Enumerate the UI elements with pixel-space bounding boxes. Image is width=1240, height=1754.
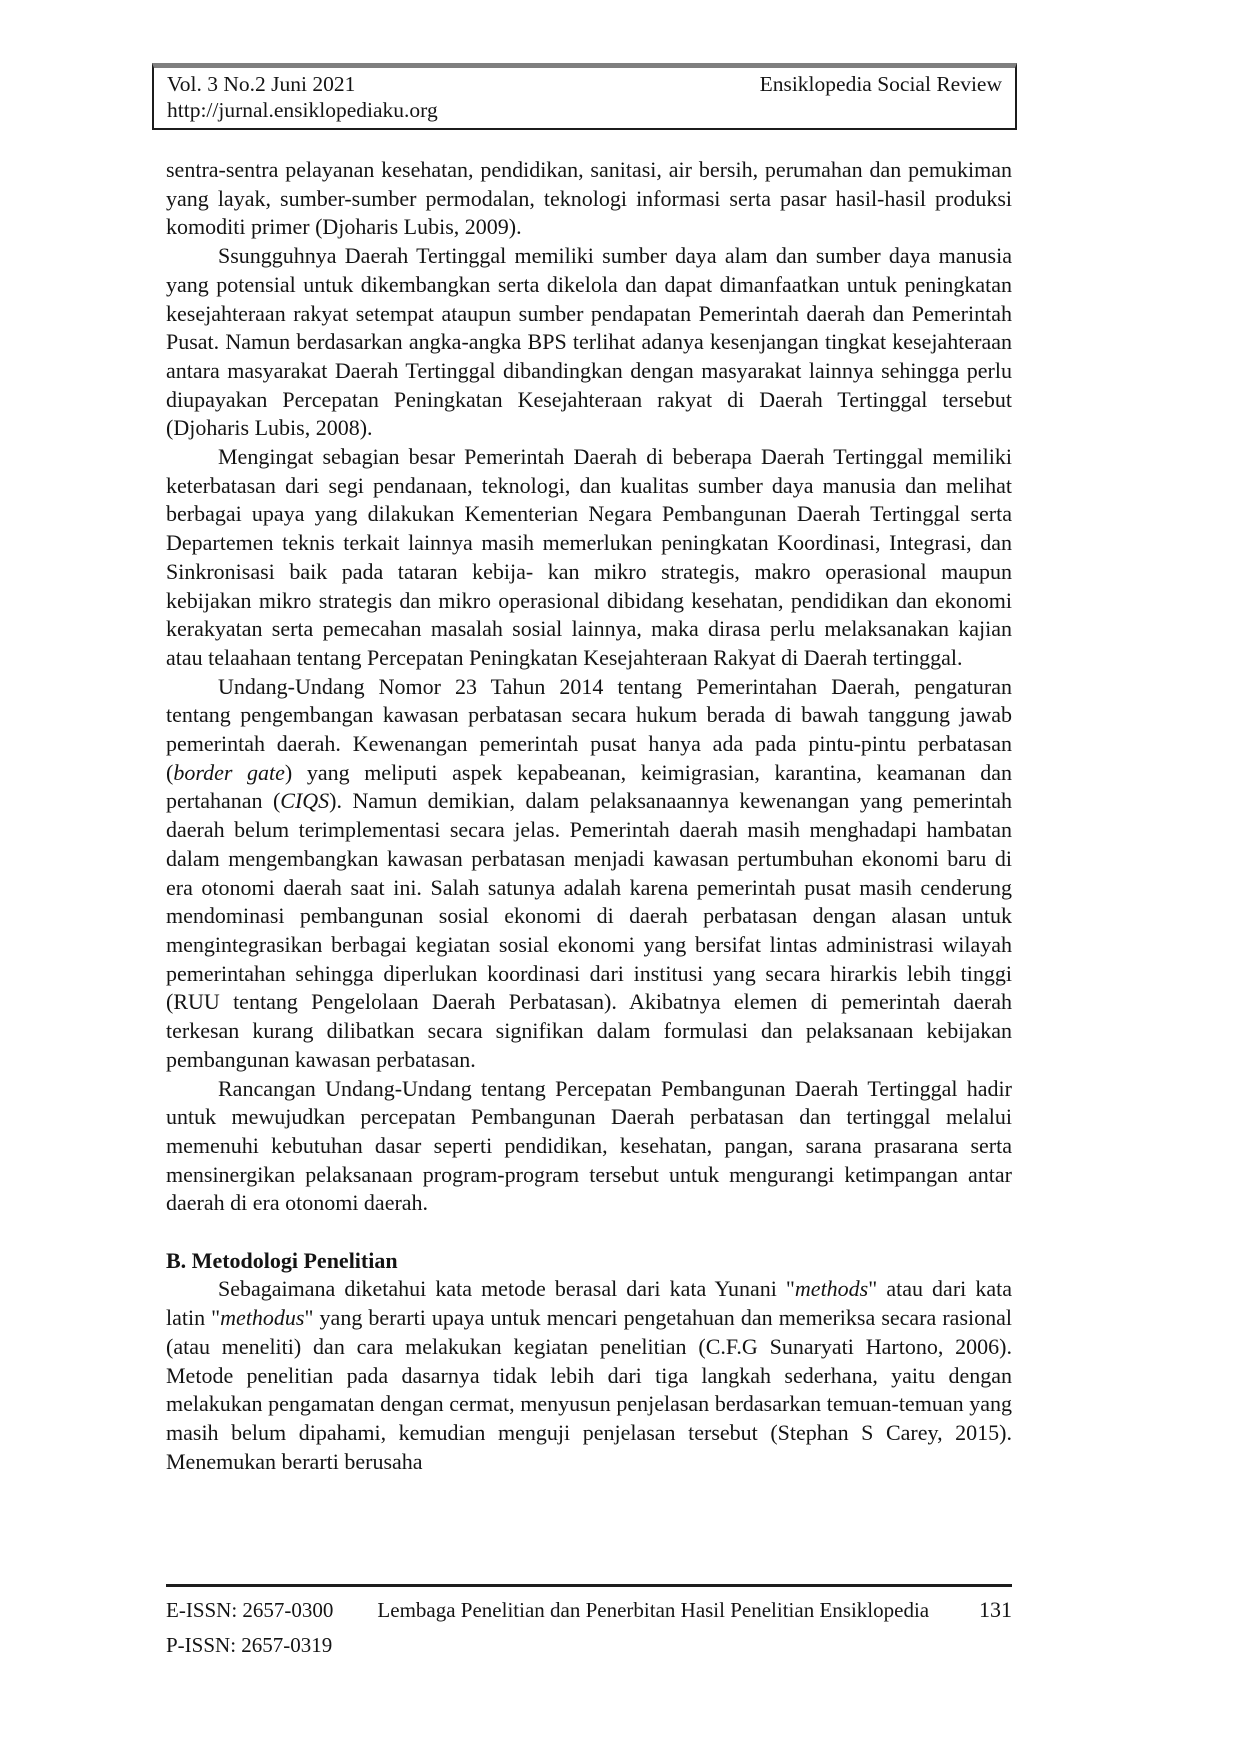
paragraph (166, 443, 1012, 673)
e-issn: E-ISSN: 2657-0300 (166, 1598, 334, 1622)
page-number: 131 (979, 1597, 1012, 1622)
text-segment: " yang berarti upaya untuk mencari pengetahuan dan memeriksa secara rasional (atau meneliti) dan cara melakukan kegiatan penelitian (C.F.G Sunaryati Hartono, 2006). Metode penelitian pada dasarnya tidak lebih dari tiga langkah sederhana, yaitu dengan melakukan pengamatan dengan cermat, menyusun penjelasan berdasarkan temuan-temuan yang masih belum dipahami, kemudian menguji penjelasan tersebut (Stephan S Carey, 2015). Menemukan berarti berusaha (166, 1305, 1012, 1474)
journal-url: http://jurnal.ensiklopediaku.org (167, 98, 438, 122)
paragraph (166, 1075, 1012, 1219)
paragraph (166, 156, 1012, 242)
publisher-name: Lembaga Penelitian dan Penerbitan Hasil Penelitian Ensiklopedia (377, 1598, 930, 1622)
text-segment: ) yang meliputi aspek kepabeanan, keimigrasian, karantina, keamanan dan pertahanan ( (166, 759, 1012, 814)
header-row-bottom (167, 97, 1002, 123)
text-segment: ). Namun demikian, dalam pelaksanaannya kewenangan yang pemerintah daerah belum terimplementasi secara jelas. Pemerintah daerah masih menghadapi hambatan dalam mengembangkan kawasan perbatasan menjadi kawasan pertumbuhan ekonomi baru di era otonomi daerah saat ini. Salah satunya adalah karena pemerintah pusat masih cenderung mendominasi pembangunan sosial ekonomi di daerah perbatasan dengan alasan untuk mengintegrasikan berbagai kegiatan sosial ekonomi yang bersifat lintas administrasi wilayah pemerintahan sehingga diperlukan koordinasi dari institusi yang secara hirarkis lebih tinggi (RUU tentang Pengelolaan Daerah Perbatasan). Akibatnya elemen di pemerintah daerah terkesan kurang dilibatkan secara signifikan dalam formulasi dan pelaksanaan kebijakan pembangunan kawasan perbatasan. (166, 788, 1012, 1072)
page-header-box (152, 63, 1017, 130)
section-heading: B. Metodologi Penelitian (166, 1247, 398, 1273)
paragraph (166, 673, 1012, 1075)
footer-row-top (166, 1592, 1012, 1628)
text-segment: Rancangan Undang-Undang tentang Percepatan Pembangunan Daerah Tertinggal hadir untuk mewujudkan percepatan Pembangunan Daerah perbatasan dan tertinggal melalui memenuhi kebutuhan dasar seperti pendidikan, kesehatan, pangan, sarana prasarana serta mensinergikan pelaksanaan program-program tersebut untuk mengurangi ketimpangan antar daerah di era otonomi daerah. (166, 1075, 1012, 1216)
italic-text-segment: methods (794, 1276, 869, 1302)
italic-text-segment: border gate (173, 759, 285, 785)
paragraph (166, 242, 1012, 443)
volume-issue-date: Vol. 3 No.2 Juni 2021 (167, 72, 356, 96)
italic-text-segment: methodus (220, 1305, 305, 1331)
text-segment: " atau dari kata latin " (166, 1276, 1012, 1331)
paragraph (166, 1275, 1012, 1476)
italic-text-segment: CIQS (280, 788, 330, 814)
journal-title: Ensiklopedia Social Review (759, 72, 1002, 96)
text-segment: Ssungguhnya Daerah Tertinggal memiliki sumber daya alam dan sumber daya manusia yang potensial untuk dikembangkan serta dikelola dan dapat dimanfaatkan untuk peningkatan kesejahteraan rakyat setempat ataupun sumber pendapatan Pemerintah daerah dan Pemerintah Pusat. Namun berdasarkan angka-angka BPS terlihat adanya kesenjangan tingkat kesejahteraan antara masyarakat Daerah Tertinggal dibandingkan dengan masyarakat lainnya sehingga perlu diupayakan Percepatan Peningkatan Kesejahteraan rakyat di Daerah Tertinggal tersebut (Djoharis Lubis, 2008). (166, 243, 1012, 441)
article-body (166, 156, 1012, 1582)
text-segment: Undang-Undang Nomor 23 Tahun 2014 tentang Pemerintahan Daerah, pengaturan tentang pengembangan kawasan perbatasan secara hukum berada di bawah tanggung jawab pemerintah daerah. Kewenangan pemerintah pusat hanya ada pada pintu-pintu perbatasan ( (166, 673, 1012, 785)
header-row-top (167, 71, 1002, 97)
text-segment: Mengingat sebagian besar Pemerintah Daerah di beberapa Daerah Tertinggal memiliki keterbatasan dari segi pendanaan, teknologi, dan kualitas sumber daya manusia dan melihat berbagai upaya yang dilakukan Kementerian Negara Pembangunan Daerah Tertinggal serta Departemen teknis terkait lainnya masih memerlukan peningkatan Koordinasi, Integrasi, dan Sinkronisasi baik pada tataran kebija- kan mikro strategis, makro operasional maupun kebijakan mikro strategis dan mikro operasional dibidang kesehatan, pendidikan dan ekonomi kerakyatan serta pemecahan masalah sosial lainnya, maka dirasa perlu melaksanakan kajian atau telaahaan tentang Percepatan Peningkatan Kesejahteraan Rakyat di Daerah tertinggal. (166, 444, 1012, 670)
p-issn: P-ISSN: 2657-0319 (166, 1633, 333, 1657)
footer-row-bottom (166, 1628, 1012, 1663)
text-segment: sentra-sentra pelayanan kesehatan, pendidikan, sanitasi, air bersih, perumahan dan pemukiman yang layak, sumber-sumber permodalan, teknologi informasi serta pasar hasil-hasil produksi komoditi primer (Djoharis Lubis, 2009). (166, 157, 1012, 240)
page-footer (166, 1584, 1012, 1663)
text-segment: Sebagaimana diketahui kata metode berasal dari kata Yunani " (218, 1276, 795, 1302)
